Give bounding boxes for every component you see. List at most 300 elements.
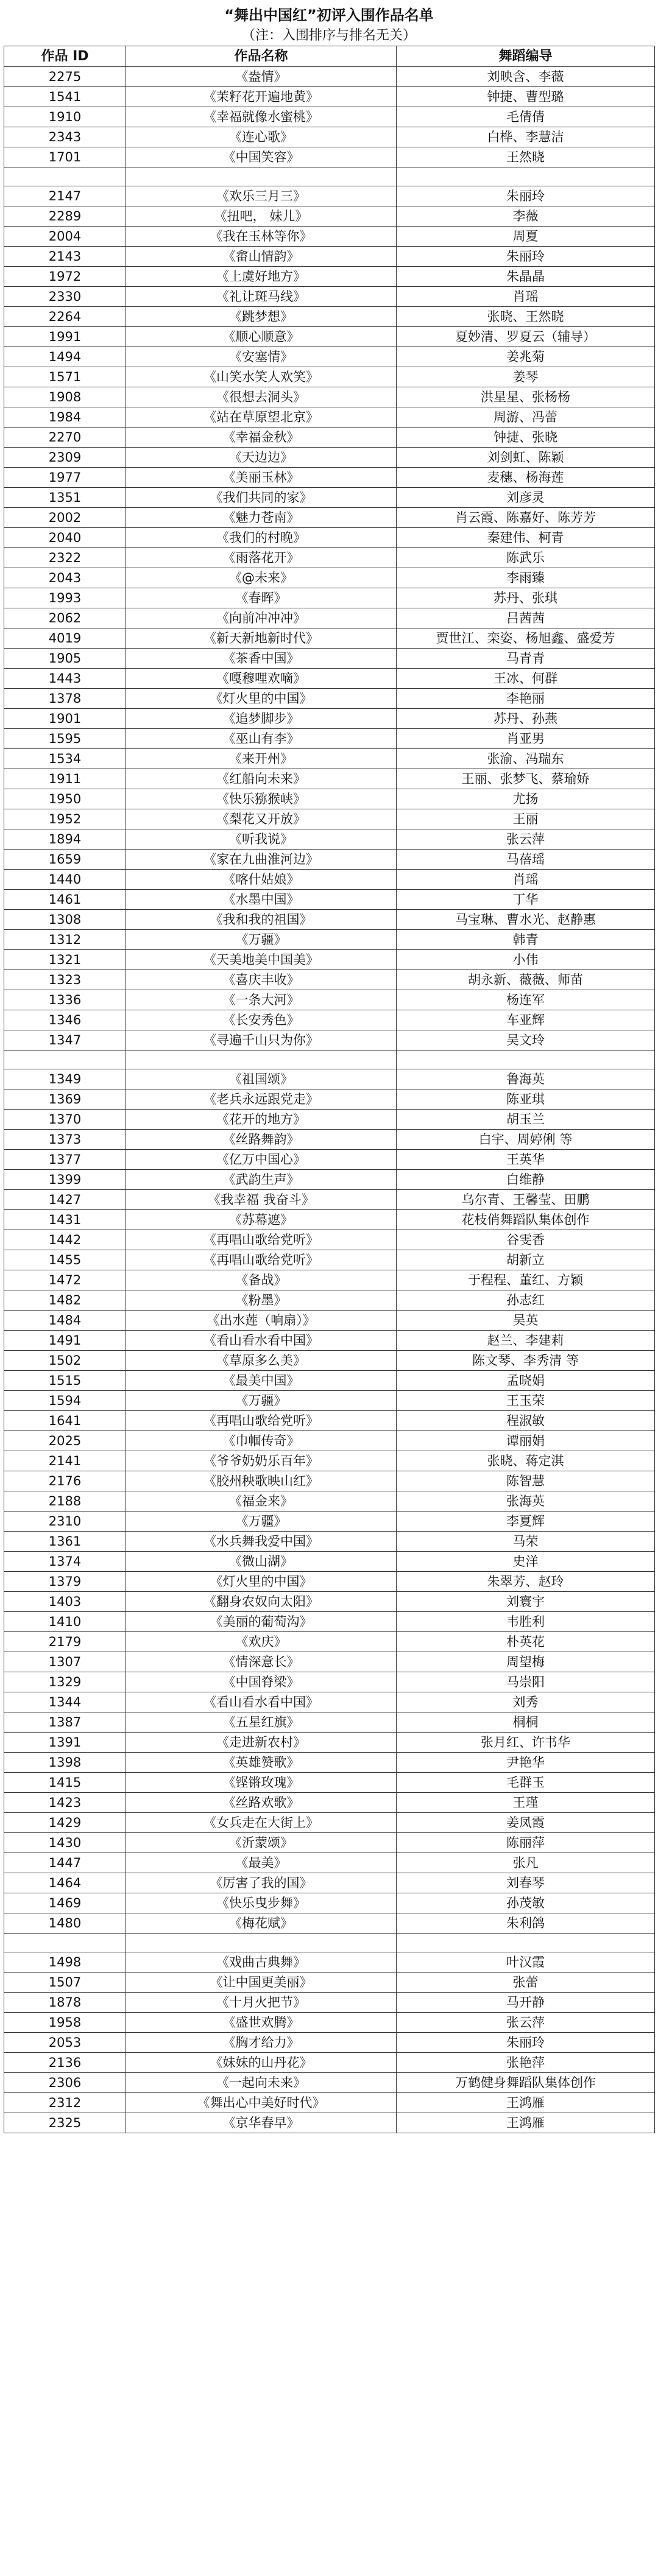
table-row (4, 950, 655, 970)
entry-title-cell: 《看山看水看中国》 (126, 1331, 397, 1351)
table-row (4, 186, 655, 206)
column-header-title: 作品名称 (126, 46, 397, 67)
entry-title-cell: 《喜庆丰收》 (126, 970, 397, 990)
entry-id-cell: 2270 (4, 428, 126, 448)
table-row (4, 809, 655, 829)
entry-id-cell: 1346 (4, 1010, 126, 1030)
entry-id-cell: 2330 (4, 287, 126, 307)
entry-choreographer-cell: 花枝俏舞蹈队集体创作 (397, 1210, 655, 1230)
entry-choreographer-cell: 小伟 (397, 950, 655, 970)
entry-title-cell: 《中国笑容》 (126, 147, 397, 167)
entry-title-cell: 《我幸福 我奋斗》 (126, 1190, 397, 1210)
entry-choreographer-cell: 车亚辉 (397, 1010, 655, 1030)
entry-choreographer-cell: 谷雯香 (397, 1230, 655, 1250)
entry-choreographer-cell: 洪星星、张杨杨 (397, 387, 655, 407)
entry-id-cell: 1958 (4, 2013, 126, 2033)
entries-body (4, 67, 655, 2133)
entry-choreographer-cell: 杨连军 (397, 990, 655, 1010)
entry-choreographer-cell: 刘寰宇 (397, 1592, 655, 1612)
entry-choreographer-cell: 刘秀 (397, 1692, 655, 1712)
table-row (4, 1030, 655, 1050)
table-row (4, 1572, 655, 1592)
entry-id-cell: 1429 (4, 1813, 126, 1833)
table-row (4, 1972, 655, 1993)
entry-id-cell: 1336 (4, 990, 126, 1010)
entry-title-cell: 《山笑水笑人欢笑》 (126, 367, 397, 387)
table-row (4, 870, 655, 890)
entry-title-cell: 《快乐猕猴峡》 (126, 789, 397, 809)
entry-title-cell: 《欢庆》 (126, 1632, 397, 1652)
table-row (4, 1250, 655, 1270)
entry-title-cell: 《武韵生声》 (126, 1170, 397, 1190)
entry-choreographer-cell: 桐桐 (397, 1712, 655, 1733)
entry-id-cell: 1461 (4, 890, 126, 910)
table-row (4, 448, 655, 468)
entry-choreographer-cell: 夏妙清、罗夏云（辅导） (397, 327, 655, 347)
entry-id-cell: 1993 (4, 588, 126, 608)
entry-choreographer-cell: 史洋 (397, 1552, 655, 1572)
table-row (4, 1511, 655, 1532)
entry-choreographer-cell: 程淑敏 (397, 1411, 655, 1431)
table-row (4, 327, 655, 347)
entry-id-cell: 1659 (4, 850, 126, 870)
table-row (4, 1210, 655, 1230)
table-row (4, 1391, 655, 1411)
entry-title-cell: 《再唱山歌给党听》 (126, 1411, 397, 1431)
entry-choreographer-cell: 朱丽玲 (397, 247, 655, 267)
entry-choreographer-cell: 张蕾 (397, 1972, 655, 1993)
table-row (4, 1089, 655, 1110)
entry-choreographer-cell: 于程程、董红、方颖 (397, 1270, 655, 1290)
table-row (4, 1431, 655, 1451)
entry-id-cell: 1878 (4, 1993, 126, 2013)
entry-id-cell: 1952 (4, 809, 126, 829)
entry-choreographer-cell: 陈武乐 (397, 548, 655, 568)
entry-id-cell: 1378 (4, 689, 126, 709)
entry-id-cell: 1344 (4, 1692, 126, 1712)
entry-choreographer-cell: 李艳丽 (397, 689, 655, 709)
entry-id-cell: 1515 (4, 1371, 126, 1391)
table-row (4, 508, 655, 528)
entry-choreographer-cell: 胡玉兰 (397, 1110, 655, 1130)
table-row (4, 1952, 655, 1972)
entry-title-cell: 《礼让斑马线》 (126, 287, 397, 307)
entry-id-cell: 1482 (4, 1290, 126, 1311)
entry-title-cell: 《京华春早》 (126, 2113, 397, 2133)
entry-id-cell: 2025 (4, 1431, 126, 1451)
entry-choreographer-cell: 胡永新、薇薇、师苗 (397, 970, 655, 990)
entry-choreographer-cell: 苏丹、孙燕 (397, 709, 655, 729)
entry-title-cell: 《女兵走在大街上》 (126, 1813, 397, 1833)
entry-title-cell: 《水兵舞我爱中国》 (126, 1532, 397, 1552)
entry-choreographer-cell: 胡新立 (397, 1250, 655, 1270)
entry-choreographer-cell: 叶汉霞 (397, 1952, 655, 1972)
entry-title-cell: 《翻身农奴向太阳》 (126, 1592, 397, 1612)
entry-choreographer-cell: 肖瑶 (397, 287, 655, 307)
table-row (4, 1270, 655, 1290)
entry-choreographer-cell: 陈文琴、李秀清 等 (397, 1351, 655, 1371)
table-row (4, 749, 655, 769)
entry-title-cell: 《粉墨》 (126, 1290, 397, 1311)
entry-id-cell: 2004 (4, 227, 126, 247)
entry-title-cell: 《美丽玉林》 (126, 468, 397, 488)
entry-id-cell: 2275 (4, 67, 126, 87)
entry-choreographer-cell: 陈亚琪 (397, 1089, 655, 1110)
table-row (4, 1893, 655, 1913)
entry-id-cell: 1507 (4, 1972, 126, 1993)
entry-choreographer-cell: 贾世江、栾姿、杨旭鑫、盛爱芳 (397, 628, 655, 649)
entry-choreographer-cell: 周夏 (397, 227, 655, 247)
entry-id-cell: 2289 (4, 206, 126, 227)
entry-title-cell: 《天美地美中国美》 (126, 950, 397, 970)
table-row (4, 1471, 655, 1491)
entry-choreographer-cell: 马宝琳、曹水光、赵静惠 (397, 910, 655, 930)
table-row (4, 970, 655, 990)
entry-choreographer-cell: 肖云霞、陈嘉好、陈芳芳 (397, 508, 655, 528)
column-header-id: 作品 ID (4, 46, 126, 67)
entry-choreographer-cell: 朱丽玲 (397, 186, 655, 206)
entry-id-cell: 1430 (4, 1833, 126, 1853)
header-row (4, 46, 655, 67)
entry-id-cell: 2312 (4, 2093, 126, 2113)
table-row (4, 127, 655, 147)
table-row (4, 407, 655, 428)
table-row (4, 287, 655, 307)
entry-id-cell: 1423 (4, 1793, 126, 1813)
entry-choreographer-cell: 王然晓 (397, 147, 655, 167)
entry-title-cell: 《安塞情》 (126, 347, 397, 367)
entry-choreographer-cell: 赵兰、李建莉 (397, 1331, 655, 1351)
table-row (4, 1451, 655, 1471)
entry-choreographer-cell: 王冰、何群 (397, 669, 655, 689)
entry-title-cell: 《魅力苍南》 (126, 508, 397, 528)
entry-title-cell: 《喀什姑娘》 (126, 870, 397, 890)
table-row (4, 1331, 655, 1351)
entry-choreographer-cell: 马崇阳 (397, 1672, 655, 1692)
table-row (4, 910, 655, 930)
entry-id-cell: 2002 (4, 508, 126, 528)
entry-choreographer-cell: 周望梅 (397, 1652, 655, 1672)
table-row (4, 488, 655, 508)
table-row (4, 1170, 655, 1190)
table-row (4, 1150, 655, 1170)
table-row (4, 2033, 655, 2053)
entry-title-cell: 《顺心顺意》 (126, 327, 397, 347)
table-row (4, 1873, 655, 1893)
entry-choreographer-cell: 姜凤霞 (397, 1813, 655, 1833)
entry-choreographer-cell: 谭丽娟 (397, 1431, 655, 1451)
entry-choreographer-cell: 肖瑶 (397, 870, 655, 890)
empty-cell (126, 1934, 397, 1952)
table-row (4, 649, 655, 669)
table-row (4, 789, 655, 809)
table-row (4, 1712, 655, 1733)
table-row (4, 247, 655, 267)
empty-cell (397, 1050, 655, 1069)
entry-title-cell: 《情深意长》 (126, 1652, 397, 1672)
table-row (4, 1632, 655, 1652)
entry-id-cell: 2179 (4, 1632, 126, 1652)
entry-title-cell: 《欢乐三月三》 (126, 186, 397, 206)
table-row (4, 1010, 655, 1030)
entry-title-cell: 《新天新地新时代》 (126, 628, 397, 649)
entry-id-cell: 1494 (4, 347, 126, 367)
entry-title-cell: 《家在九曲淮河边》 (126, 850, 397, 870)
entry-id-cell: 1379 (4, 1572, 126, 1592)
entry-choreographer-cell: 王英华 (397, 1150, 655, 1170)
entry-title-cell: 《水墨中国》 (126, 890, 397, 910)
entry-id-cell: 2136 (4, 2053, 126, 2073)
entry-title-cell: 《追梦脚步》 (126, 709, 397, 729)
entry-title-cell: 《五星红旗》 (126, 1712, 397, 1733)
empty-cell (126, 1050, 397, 1069)
entry-id-cell: 1641 (4, 1411, 126, 1431)
entries-table (4, 46, 655, 2133)
table-row (4, 1993, 655, 2013)
entry-title-cell: 《美丽的葡萄沟》 (126, 1612, 397, 1632)
entry-title-cell: 《一条大河》 (126, 990, 397, 1010)
entry-id-cell: 2176 (4, 1471, 126, 1491)
table-row (4, 1913, 655, 1934)
entry-choreographer-cell: 韦胜利 (397, 1612, 655, 1632)
entry-title-cell: 《万疆》 (126, 1391, 397, 1411)
entry-id-cell: 1911 (4, 769, 126, 789)
table-row (4, 689, 655, 709)
page-subtitle: （注：入围排序与排名无关） (241, 28, 416, 43)
entry-choreographer-cell: 张艳萍 (397, 2053, 655, 2073)
entry-title-cell: 《扭吧， 妹儿》 (126, 206, 397, 227)
entry-choreographer-cell: 吴文玲 (397, 1030, 655, 1050)
table-row (4, 387, 655, 407)
entry-choreographer-cell: 朱翠芳、赵玲 (397, 1572, 655, 1592)
entry-title-cell: 《再唱山歌给党听》 (126, 1250, 397, 1270)
entry-choreographer-cell: 周游、冯蕾 (397, 407, 655, 428)
table-row (4, 568, 655, 588)
table-row (4, 468, 655, 488)
entry-choreographer-cell: 丁华 (397, 890, 655, 910)
entry-title-cell: 《我们的村晚》 (126, 528, 397, 548)
table-row (4, 1793, 655, 1813)
entry-choreographer-cell: 苏丹、张琪 (397, 588, 655, 608)
table-row (4, 1130, 655, 1150)
table-row (4, 1491, 655, 1511)
entry-choreographer-cell: 张晓、王然晓 (397, 307, 655, 327)
table-row (4, 1853, 655, 1873)
entry-choreographer-cell: 尹艳华 (397, 1753, 655, 1773)
entry-choreographer-cell: 张渝、冯瑞东 (397, 749, 655, 769)
entry-id-cell: 1387 (4, 1712, 126, 1733)
entry-id-cell: 1374 (4, 1552, 126, 1572)
entry-id-cell: 1894 (4, 829, 126, 850)
entry-title-cell: 《茉籽花开遍地黄》 (126, 87, 397, 107)
entry-title-cell: 《中国脊梁》 (126, 1672, 397, 1692)
entry-choreographer-cell: 姜兆菊 (397, 347, 655, 367)
entry-choreographer-cell: 乌尔青、王馨莹、田鹏 (397, 1190, 655, 1210)
entry-choreographer-cell: 朱丽玲 (397, 2033, 655, 2053)
entry-choreographer-cell: 刘剑虹、陈颖 (397, 448, 655, 468)
entry-choreographer-cell: 孙志红 (397, 1290, 655, 1311)
entry-id-cell: 1347 (4, 1030, 126, 1050)
table-row (4, 1411, 655, 1431)
entry-id-cell: 1415 (4, 1773, 126, 1793)
table-row (4, 1652, 655, 1672)
entry-choreographer-cell: 孙茂敏 (397, 1893, 655, 1913)
entry-choreographer-cell: 毛群玉 (397, 1773, 655, 1793)
entry-title-cell: 《丝路舞韵》 (126, 1130, 397, 1150)
entry-title-cell: 《寻遍千山只为你》 (126, 1030, 397, 1050)
entry-title-cell: 《梨花又开放》 (126, 809, 397, 829)
entry-id-cell: 1469 (4, 1893, 126, 1913)
table-row (4, 2073, 655, 2093)
entry-title-cell: 《走进新农村》 (126, 1733, 397, 1753)
entry-id-cell: 1595 (4, 729, 126, 749)
entry-title-cell: 《十月火把节》 (126, 1993, 397, 2013)
entry-id-cell: 1464 (4, 1873, 126, 1893)
table-row (4, 729, 655, 749)
entry-id-cell: 1391 (4, 1733, 126, 1753)
entry-title-cell: 《很想去洞头》 (126, 387, 397, 407)
table-row (4, 67, 655, 87)
entry-choreographer-cell: 张月红、许书华 (397, 1733, 655, 1753)
entry-id-cell: 2141 (4, 1451, 126, 1471)
table-row (4, 1290, 655, 1311)
empty-cell (126, 167, 397, 186)
entry-title-cell: 《胸才给力》 (126, 2033, 397, 2053)
entry-id-cell: 2062 (4, 608, 126, 628)
table-row (4, 608, 655, 628)
entry-id-cell: 1442 (4, 1230, 126, 1250)
entry-title-cell: 《万疆》 (126, 1511, 397, 1532)
group-separator (4, 1934, 655, 1952)
entry-title-cell: 《爷爷奶奶乐百年》 (126, 1451, 397, 1471)
table-row (4, 367, 655, 387)
table-row (4, 2093, 655, 2113)
entry-id-cell: 1307 (4, 1652, 126, 1672)
table-row (4, 1833, 655, 1853)
entry-title-cell: 《微山湖》 (126, 1552, 397, 1572)
entry-id-cell: 1351 (4, 488, 126, 508)
entry-id-cell: 1455 (4, 1250, 126, 1270)
entry-title-cell: 《亿万中国心》 (126, 1150, 397, 1170)
page-title: “舞出中国红”初评入围作品名单 (224, 7, 434, 24)
table-row (4, 1069, 655, 1089)
group-separator (4, 167, 655, 186)
entry-title-cell: 《天边边》 (126, 448, 397, 468)
table-row (4, 628, 655, 649)
entry-title-cell: 《胶州秧歌映山红》 (126, 1471, 397, 1491)
entry-title-cell: 《上虞好地方》 (126, 267, 397, 287)
table-row (4, 1230, 655, 1250)
table-row (4, 87, 655, 107)
table-row (4, 1110, 655, 1130)
entry-title-cell: 《看山看水看中国》 (126, 1692, 397, 1712)
table-row (4, 930, 655, 950)
entry-title-cell: 《我和我的祖国》 (126, 910, 397, 930)
entry-choreographer-cell: 刘映含、李薇 (397, 67, 655, 87)
table-row (4, 1672, 655, 1692)
entry-title-cell: 《长安秀色》 (126, 1010, 397, 1030)
group-separator (4, 1050, 655, 1069)
entry-title-cell: 《丝路欢歌》 (126, 1793, 397, 1813)
entry-title-cell: 《快乐曳步舞》 (126, 1893, 397, 1913)
table-row (4, 227, 655, 247)
table-row (4, 428, 655, 448)
table-row (4, 890, 655, 910)
entry-choreographer-cell: 姜琴 (397, 367, 655, 387)
entry-title-cell: 《嘎穆哩欢嘀》 (126, 669, 397, 689)
entry-title-cell: 《盛世欢腾》 (126, 2013, 397, 2033)
entry-title-cell: 《厉害了我的国》 (126, 1873, 397, 1893)
entry-title-cell: 《向前冲冲冲》 (126, 608, 397, 628)
entry-choreographer-cell: 白维静 (397, 1170, 655, 1190)
entry-id-cell: 1534 (4, 749, 126, 769)
empty-cell (397, 1934, 655, 1952)
table-row (4, 669, 655, 689)
entry-id-cell: 1991 (4, 327, 126, 347)
entry-id-cell: 1541 (4, 87, 126, 107)
table-row (4, 769, 655, 789)
table-row (4, 1592, 655, 1612)
entry-id-cell: 1329 (4, 1672, 126, 1692)
entry-id-cell: 2306 (4, 2073, 126, 2093)
table-row (4, 1612, 655, 1632)
entry-title-cell: 《巫山有李》 (126, 729, 397, 749)
entry-id-cell: 1950 (4, 789, 126, 809)
entry-id-cell: 1910 (4, 107, 126, 127)
entry-title-cell: 《英雄赞歌》 (126, 1753, 397, 1773)
table-row (4, 1351, 655, 1371)
entry-choreographer-cell: 陈智慧 (397, 1471, 655, 1491)
entry-title-cell: 《一起向未来》 (126, 2073, 397, 2093)
entry-id-cell: 4019 (4, 628, 126, 649)
entry-title-cell: 《舞出心中美好时代》 (126, 2093, 397, 2113)
entry-id-cell: 1908 (4, 387, 126, 407)
entry-id-cell: 1472 (4, 1270, 126, 1290)
entry-choreographer-cell: 王鸿雁 (397, 2113, 655, 2133)
entry-title-cell: 《戏曲古典舞》 (126, 1952, 397, 1972)
entry-choreographer-cell: 王瑾 (397, 1793, 655, 1813)
entry-id-cell: 1321 (4, 950, 126, 970)
entry-choreographer-cell: 韩青 (397, 930, 655, 950)
entry-choreographer-cell: 钟捷、张晓 (397, 428, 655, 448)
entry-title-cell: 《盎情》 (126, 67, 397, 87)
entry-choreographer-cell: 张晓、蒋定淇 (397, 1451, 655, 1471)
entry-title-cell: 《来开州》 (126, 749, 397, 769)
entry-id-cell: 1701 (4, 147, 126, 167)
entry-choreographer-cell: 王丽、张梦飞、蔡瑜娇 (397, 769, 655, 789)
table-row (4, 709, 655, 729)
entry-choreographer-cell: 刘春琴 (397, 1873, 655, 1893)
entry-id-cell: 2043 (4, 568, 126, 588)
entry-title-cell: 《妹妹的山丹花》 (126, 2053, 397, 2073)
entry-choreographer-cell: 白桦、李慧洁 (397, 127, 655, 147)
entry-id-cell: 1369 (4, 1089, 126, 1110)
entry-choreographer-cell: 王鸿雁 (397, 2093, 655, 2113)
entry-id-cell: 1403 (4, 1592, 126, 1612)
entry-title-cell: 《出水莲（响扇）》 (126, 1311, 397, 1331)
table-row (4, 1190, 655, 1210)
entry-id-cell: 1594 (4, 1391, 126, 1411)
entry-choreographer-cell: 麦穗、杨海莲 (397, 468, 655, 488)
entry-id-cell: 1398 (4, 1753, 126, 1773)
table-row (4, 1773, 655, 1793)
entry-id-cell: 1377 (4, 1150, 126, 1170)
entry-title-cell: 《幸福金秋》 (126, 428, 397, 448)
entry-title-cell: 《巾帼传奇》 (126, 1431, 397, 1451)
entry-choreographer-cell: 白宇、周婷俐 等 (397, 1130, 655, 1150)
entry-title-cell: 《灯火里的中国》 (126, 1572, 397, 1592)
entry-id-cell: 1480 (4, 1913, 126, 1934)
